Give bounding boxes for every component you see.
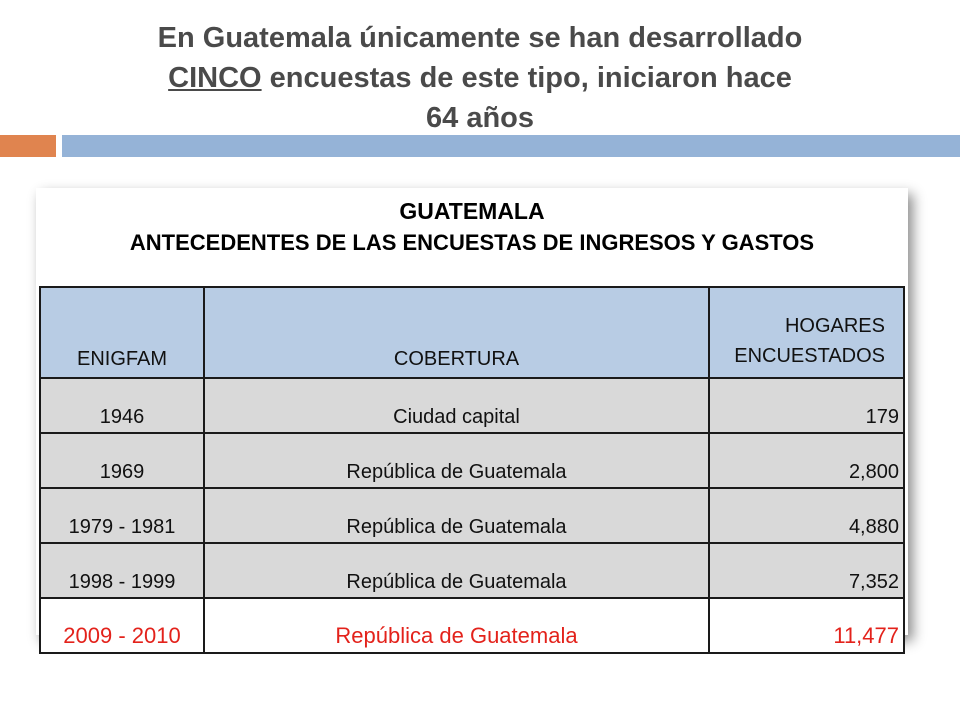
- cell-cobertura: República de Guatemala: [204, 433, 709, 488]
- cell-hogares: 4,880: [709, 488, 904, 543]
- table-row: [40, 488, 904, 543]
- cell-hogares: 7,352: [709, 543, 904, 598]
- cell-enigfam: 2009 - 2010: [40, 598, 204, 653]
- cell-cobertura: República de Guatemala: [204, 488, 709, 543]
- title-line-2-rest: encuestas de este tipo, iniciaron hace: [261, 62, 792, 94]
- table-row: [40, 433, 904, 488]
- cell-cobertura: Ciudad capital: [204, 378, 709, 433]
- table-row: [40, 543, 904, 598]
- title-line-1: En Guatemala únicamente se han desarrollado: [157, 22, 803, 54]
- accent-bar-blue: [62, 135, 960, 157]
- table-subtitle: ANTECEDENTES DE LAS ENCUESTAS DE INGRESOS Y GASTOS: [129, 230, 815, 255]
- table-row: [40, 378, 904, 433]
- title-emphasis: CINCO: [168, 62, 262, 94]
- slide-title: [60, 18, 900, 138]
- table-country: GUATEMALA: [399, 198, 545, 224]
- cell-cobertura: República de Guatemala: [204, 543, 709, 598]
- cell-hogares: 2,800: [709, 433, 904, 488]
- cell-cobertura: República de Guatemala: [204, 598, 709, 653]
- table-row-highlighted: [40, 598, 904, 653]
- cell-enigfam: 1969: [40, 433, 204, 488]
- survey-table-image: [36, 188, 908, 648]
- col-header-enigfam: ENIGFAM: [40, 287, 204, 378]
- title-line-2: [60, 58, 900, 98]
- cell-enigfam: 1979 - 1981: [40, 488, 204, 543]
- cell-enigfam: 1946: [40, 378, 204, 433]
- cell-enigfam: 1998 - 1999: [40, 543, 204, 598]
- col-header-hogares: [709, 287, 904, 378]
- survey-table: [39, 286, 905, 654]
- cell-hogares: 179: [709, 378, 904, 433]
- col-header-hogares-text: HOGARES ENCUESTADOS: [734, 315, 885, 367]
- col-header-cobertura: COBERTURA: [204, 287, 709, 378]
- cell-hogares: 11,477: [709, 598, 904, 653]
- accent-bar-orange: [0, 135, 56, 157]
- table-heading: [36, 188, 908, 286]
- table-header-row: [40, 287, 904, 378]
- title-line-3: 64 años: [426, 102, 534, 134]
